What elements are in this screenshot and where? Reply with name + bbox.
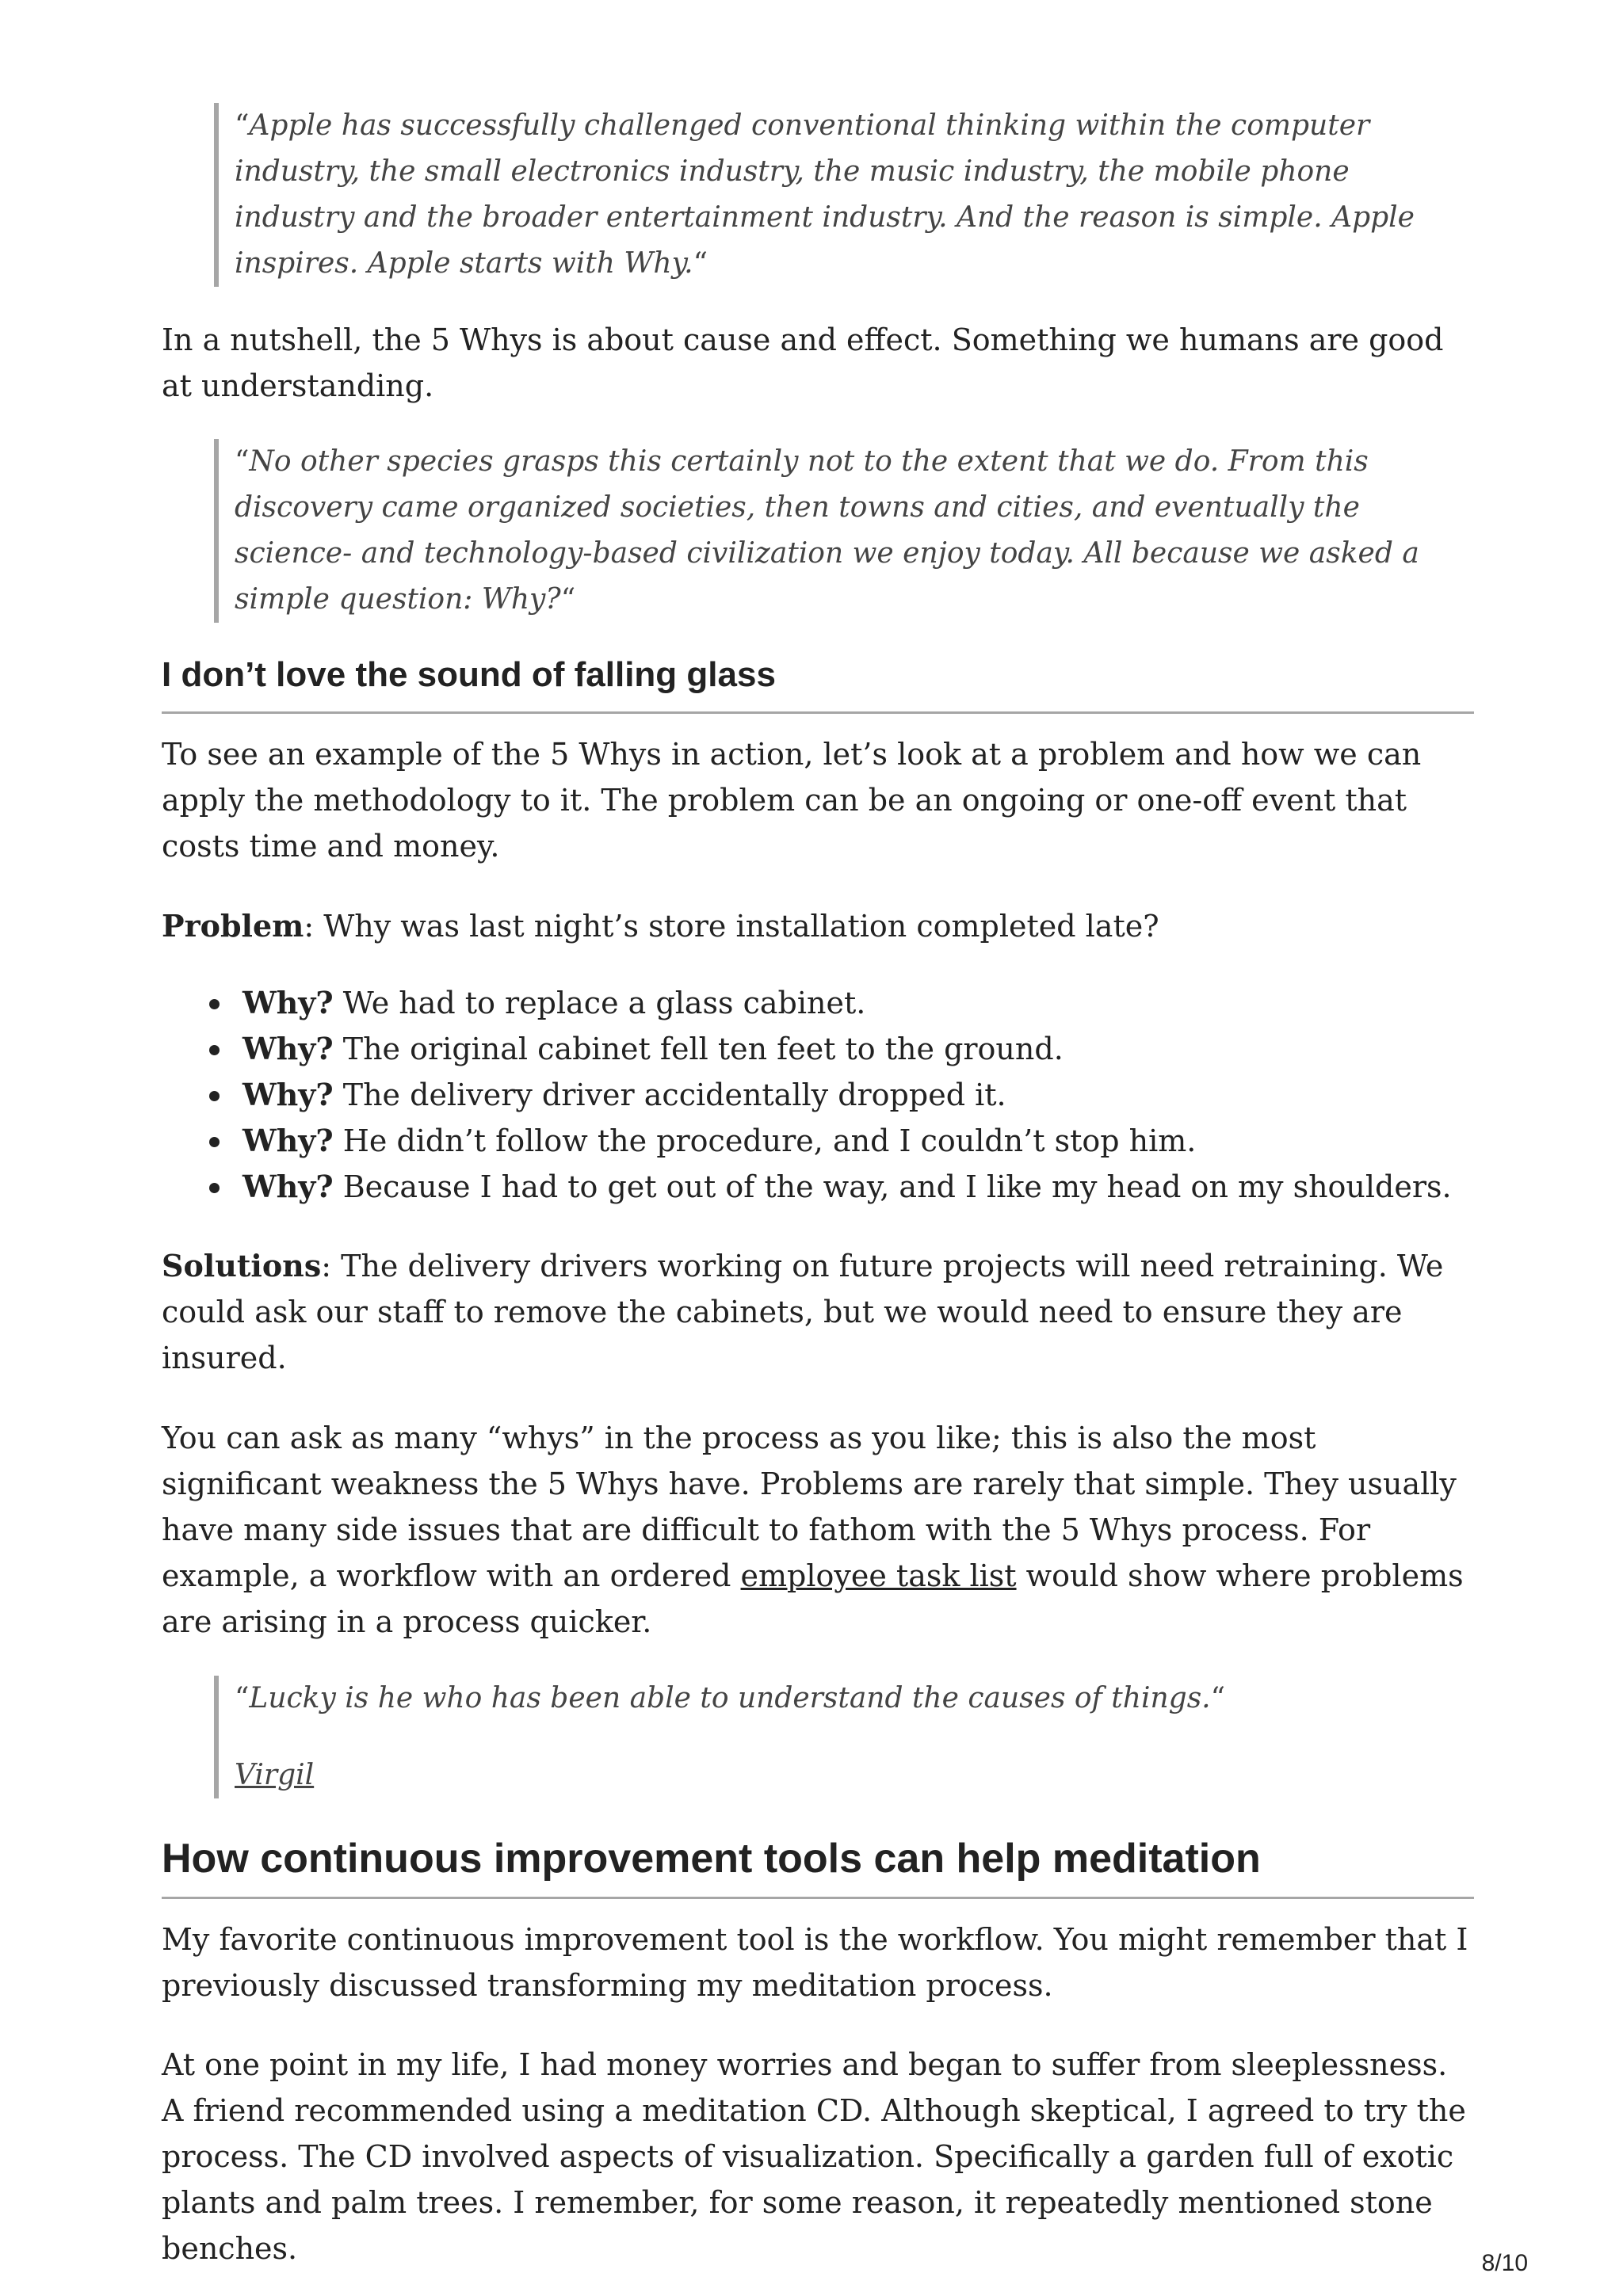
quote-apple <box>214 103 1474 287</box>
section-heading-meditation: How continuous improvement tools can help meditation <box>162 1833 1474 1899</box>
close-quote-mark: “ <box>560 583 576 616</box>
why-text: The original cabinet fell ten feet to the ground. <box>333 1032 1064 1066</box>
close-quote-mark: “ <box>1210 1682 1226 1714</box>
list-item <box>242 1026 1474 1072</box>
list-item <box>242 980 1474 1026</box>
why-label: Why? <box>242 985 334 1020</box>
why-text: The delivery driver accidentally dropped it. <box>333 1077 1006 1112</box>
quote-text: Lucky is he who has been able to understand the causes of things. <box>249 1682 1211 1714</box>
close-quote-mark: “ <box>693 247 708 280</box>
why-label: Why? <box>242 1123 334 1158</box>
quote-species <box>214 439 1474 623</box>
problem-statement <box>162 903 1474 949</box>
solutions-statement <box>162 1243 1474 1381</box>
solutions-text: : The delivery drivers working on future projects will need retraining. We could ask our staff to remove the cabinets, but we would need to ensure they are insured. <box>162 1249 1444 1375</box>
why-label: Why? <box>242 1077 334 1112</box>
article-content <box>162 103 1474 2271</box>
quote-text: Apple has successfully challenged conventional thinking within the computer industry, the small electronics industry, the music industry, the mobile phone industry and the broader entertainment industry. And the reason is simple. Apple inspires. Apple starts with Why. <box>235 109 1415 280</box>
paragraph-sleeplessness: At one point in my life, I had money worries and began to suffer from sleeplessness. A friend recommended using a meditation CD. Although skeptical, I agreed to try the process. The CD involved aspects of visualization. Specifically a garden full of exotic plants and palm trees. I remember, for some reason, it repeatedly mentioned stone benches. <box>162 2047 1466 2266</box>
problem-label: Problem <box>162 908 304 944</box>
why-text: We had to replace a glass cabinet. <box>333 986 866 1020</box>
employee-task-list-link[interactable]: employee task list <box>740 1558 1017 1593</box>
virgil-attribution-link[interactable]: Virgil <box>235 1759 315 1791</box>
page-number: 8/10 <box>1481 2250 1528 2276</box>
whys-list <box>162 980 1474 1210</box>
list-item <box>242 1164 1474 1210</box>
paragraph-example-intro: To see an example of the 5 Whys in action, let’s look at a problem and how we can apply the methodology to it. The problem can be an ongoing or one-off event that costs time and money. <box>162 737 1422 864</box>
why-label: Why? <box>242 1031 334 1066</box>
paragraph-favorite-tool: My favorite continuous improvement tool is the workflow. You might remember that I previously discussed transforming my meditation process. <box>162 1922 1468 2003</box>
quote-text: No other species grasps this certainly not to the extent that we do. From this discovery came organized societies, then towns and cities, and eventually the science- and technology-based civilization we enjoy today. All because we asked a simple question: Why? <box>235 445 1419 616</box>
why-label: Why? <box>242 1169 334 1204</box>
quote-virgil <box>214 1676 1474 1798</box>
open-quote-mark: “ <box>235 1682 250 1714</box>
paragraph-cause-effect: In a nutshell, the 5 Whys is about cause and effect. Something we humans are good at understanding. <box>162 322 1444 403</box>
open-quote-mark: “ <box>235 109 250 142</box>
section-heading-falling-glass: I don’t love the sound of falling glass <box>162 653 1474 714</box>
list-item <box>242 1072 1474 1118</box>
list-item <box>242 1118 1474 1164</box>
paragraph-whys-weakness: You can ask as many “whys” in the process as you like; this is also the most significant weakness the 5 Whys have. Problems are rarely that simple. They usually have many side issues that are difficult to fathom with the 5 Whys process. For example, a workflow with an ordered employee task list would show where problems are arising in a process quicker. <box>162 1421 1464 1639</box>
why-text: Because I had to get out of the way, and I like my head on my shoulders. <box>333 1169 1452 1204</box>
problem-text: : Why was last night’s store installation completed late? <box>304 909 1159 944</box>
open-quote-mark: “ <box>235 445 250 478</box>
solutions-label: Solutions <box>162 1248 322 1283</box>
why-text: He didn’t follow the procedure, and I couldn’t stop him. <box>333 1123 1197 1158</box>
